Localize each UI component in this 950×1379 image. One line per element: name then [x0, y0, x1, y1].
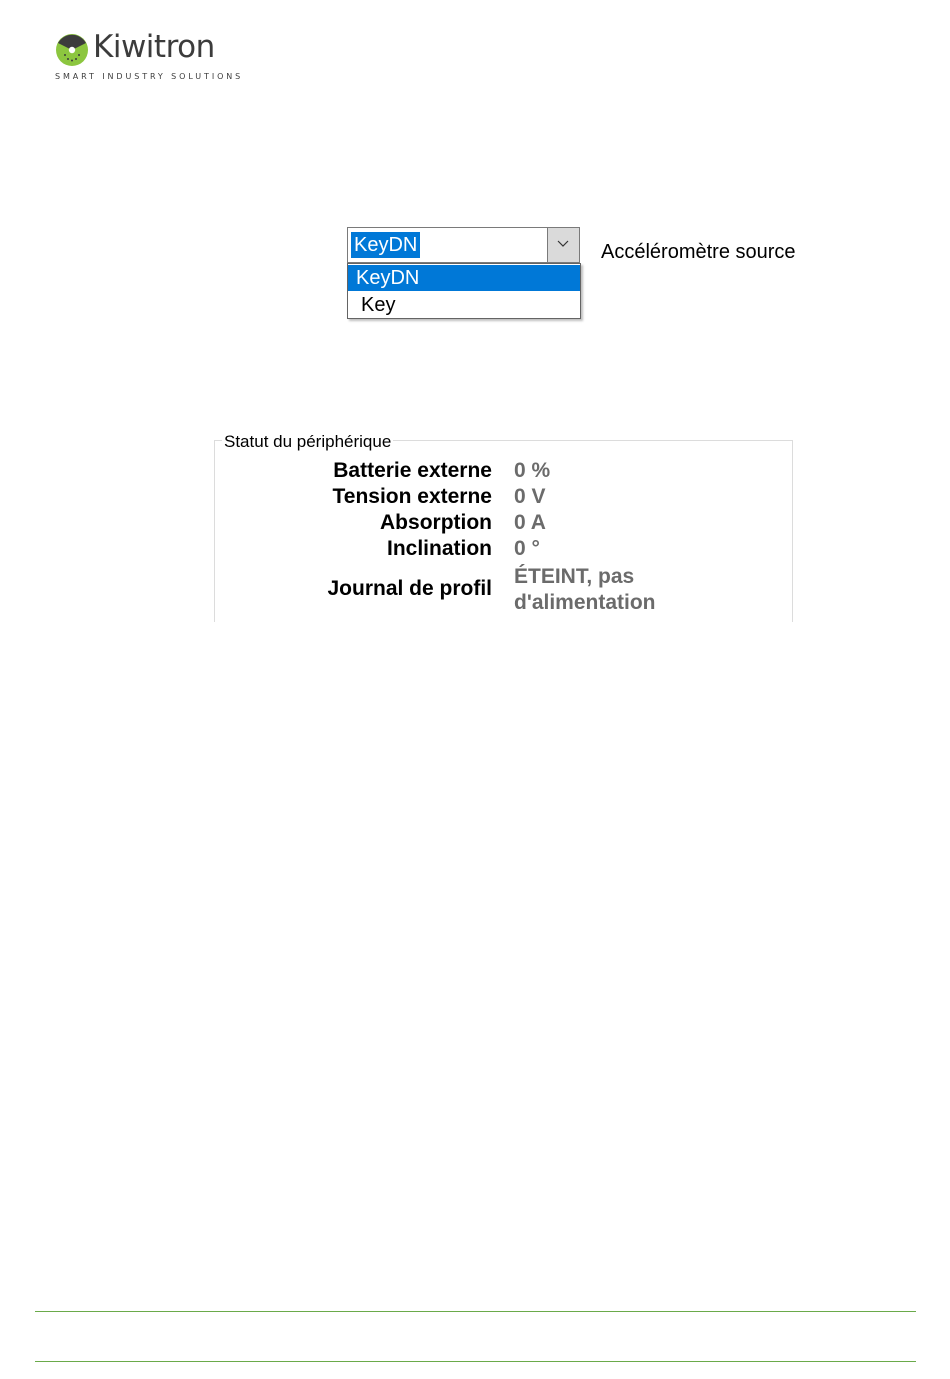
logo-wordmark: Kiwitron	[93, 29, 215, 65]
dropdown-option-key[interactable]: Key	[361, 294, 396, 316]
stat-value-external-voltage: 0 V	[514, 485, 546, 508]
kiwitron-logo	[55, 29, 244, 85]
kiwi-logo-icon	[55, 33, 89, 67]
device-status-title: Statut du périphérique	[224, 432, 392, 451]
stat-label-external-battery: Batterie externe	[333, 459, 492, 482]
stat-value-absorption: 0 A	[514, 511, 546, 534]
device-status-group	[214, 440, 793, 622]
stat-value-inclination: 0 °	[514, 537, 540, 560]
footer-divider-top	[35, 1311, 916, 1312]
accelerometer-source-combobox[interactable]	[347, 227, 580, 263]
combobox-dropdown-list	[347, 263, 581, 319]
stat-value-external-battery: 0 %	[514, 459, 551, 482]
stat-label-absorption: Absorption	[380, 511, 492, 534]
dropdown-option-keydn[interactable]: KeyDN	[348, 265, 580, 291]
chevron-down-icon	[557, 240, 569, 248]
stat-value-profile-log: ÉTEINT, pas d'alimentation	[514, 565, 656, 614]
logo-tagline: SMART INDUSTRY SOLUTIONS	[55, 72, 244, 81]
combobox-label: Accéléromètre source	[601, 241, 796, 263]
stat-label-inclination: Inclination	[387, 537, 492, 560]
footer-divider-bottom	[35, 1361, 916, 1362]
stat-label-external-voltage: Tension externe	[332, 485, 492, 508]
combobox-selected-value: KeyDN	[351, 232, 420, 258]
combobox-dropdown-button[interactable]	[547, 228, 579, 262]
stat-label-profile-log: Journal de profil	[327, 577, 492, 600]
